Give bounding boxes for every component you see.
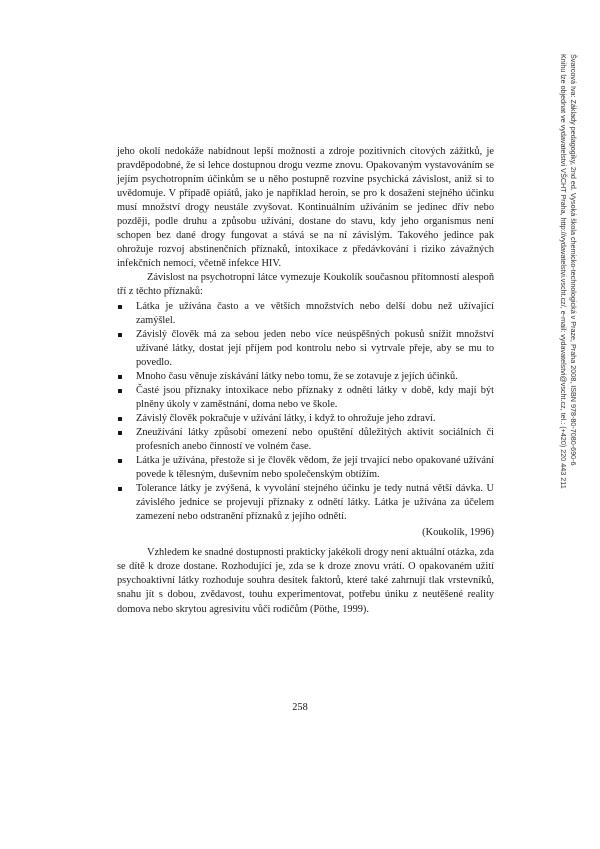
intro-paragraph: jeho okolí nedokáže nabídnout lepší možnosti a zdroje pozitivních citových zážitků, je pravděpodobné, že si lehce dostupnou drogu vezme znovu. Opakovaným vystavováním se jejím psychotropním účinkům se u něho postupně rozvine psychická závislost, aniž si to uvědomuje. V případě opiátů, jako je například heroin, se pro k dosažení stejného účinku musí množství drogy neustále zvyšovat. Kontinuálním užíváním se jedinec dřív nebo později, podle druhu a způsobu užívání, dostane do stavu, kdy jeho organismus není schopen bez dané drogy fungovat a stává se na ní závislým. Takového jedince pak ohrožuje rozvoj abstinenčních příznaků, intoxikace z předávkování i riziko závažných infekčních nemocí, včetně infekce HIV. [117,146,494,270]
list-item-text: Časté jsou příznaky intoxikace nebo příznaky z odnětí látky v době, kdy mají být plněny úkoly v zaměstnání, doma nebo ve škole. [136,384,494,410]
list-item-text: Zneužívání látky způsobí omezení nebo opuštění důležitých aktivit sociálních či profesních anebo činností ve volném čase. [136,426,494,452]
bullet-icon [118,389,122,393]
list-item [117,426,494,454]
symptom-list [117,300,494,525]
bullet-icon [118,305,122,309]
citation: (Koukolík, 1996) [422,527,494,539]
bullet-icon [118,333,122,337]
list-item-text: Mnoho času věnuje získávání látky nebo tomu, že se zotavuje z jejích účinků. [136,370,458,382]
bullet-icon [118,431,122,435]
list-item [117,328,494,370]
list-item [117,482,494,524]
list-item-text: Závislý člověk má za sebou jeden nebo více neúspěšných pokusů snížit množství užívané látky, dostat její příjem pod kontrolu nebo si vytrvale přeje, aby se mu to povedlo. [136,328,494,368]
list-item-text: Látka je užívána, přestože si je člověk vědom, že její trvající nebo opakované užívání povede k tělesným, duševním nebo společenským obtížím. [136,455,494,481]
publisher-note-line-2: Knihu lze objednat ve vydavatelství VŠCHT Praha, http://vydavatelstvi.vscht.cz/, e-mail: vydavatelstvi@vscht.cz, tel.: (+420) 220 443 211 [559,54,568,489]
list-item [117,454,494,482]
closing-paragraph: Vzhledem ke snadné dostupnosti prakticky jakékoli drogy není aktuální otázka, zda se dítě k droze dostane. Rozhodující je, zda se k droze znovu vrátí. O opakovaném užití psychoaktivní látky rozhoduje souhra desítek faktorů, které také zahrnují tlak vrstevníků, snahu jít s dobou, zvědavost, touhu experimentovat, potřebu úniku z neutěšené reality domova nebo skrytou agresivitu vůči rodičům (Pöthe, 1999). [117,547,494,615]
bullet-icon [118,375,122,379]
publisher-note [558,54,578,489]
list-item [117,300,494,328]
list-item [117,412,494,426]
list-item-text: Závislý člověk pokračuje v užívání látky, i když to ohrožuje jeho zdraví. [136,412,436,424]
page-number: 258 [292,702,308,713]
list-item [117,384,494,412]
bullet-icon [118,417,122,421]
page-body [117,145,494,617]
list-item-text: Látka je užívána často a ve větších množstvích nebo delší dobu než užívající zamýšlel. [136,300,494,326]
list-item-text: Tolerance látky je zvýšená, k vyvolání stejného účinku je tedy nutná větší dávka. U závislého jednice se projevují příznaky z odnětí látky. Látka je užívána za účelem zamezení nebo odstranění příznaků z jejího odnětí. [136,483,494,523]
bullet-icon [118,459,122,463]
definition-paragraph: Závislost na psychotropní látce vymezuje Koukolík současnou přítomností alespoň tří z těchto příznaků: [117,272,494,298]
list-item [117,370,494,384]
bullet-icon [118,487,122,491]
publisher-note-line-1: Švarcová Iva: Základy pedagogiky, 2nd ed. Vysoká škola chemicko-technologická v Praze, Praha 2008, ISBN 978-80-7080-690-6 [569,54,578,466]
